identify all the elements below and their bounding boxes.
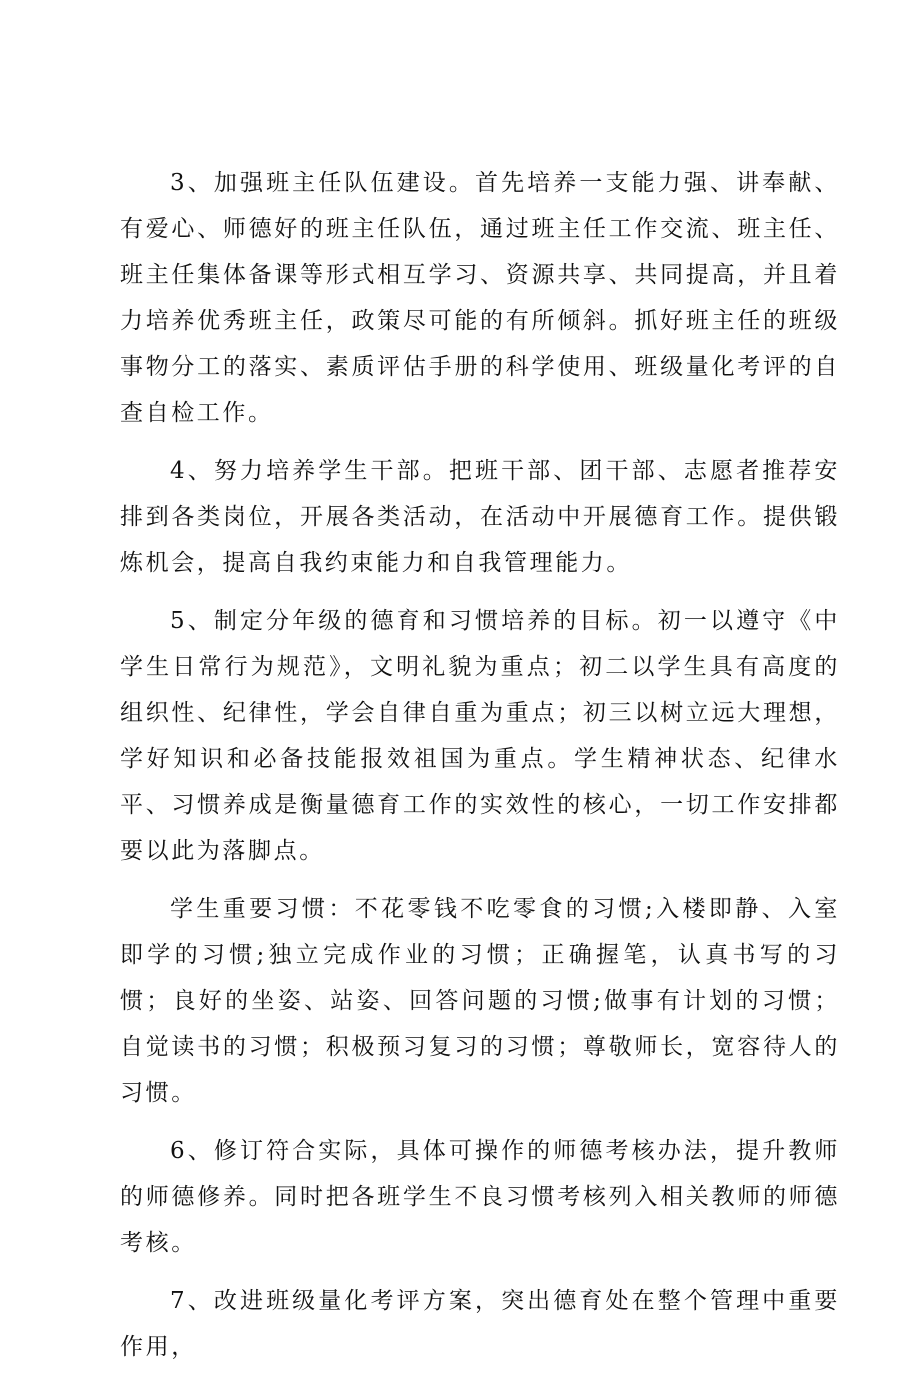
paragraph-4-student-cadres: 4、努力培养学生干部。把班干部、团干部、志愿者推荐安排到各类岗位，开展各类活动，在活动中开展德育工作。提供锻炼机会，提高自我约束能力和自我管理能力。 — [120, 458, 840, 576]
paragraph-3-class-teacher-team: 3、加强班主任队伍建设。首先培养一支能力强、讲奉献、有爱心、师德好的班主任队伍，通过班主任工作交流、班主任、班主任集体备课等形式相互学习、资源共享、共同提高，并且着力培养优秀班主任，政策尽可能的有所倾斜。抓好班主任的班级事物分工的落实、素质评估手册的科学使用、班级量化考评的自查自检工作。 — [120, 170, 840, 426]
paragraph-7-class-evaluation: 7、改进班级量化考评方案，突出德育处在整个管理中重要作用， — [120, 1288, 840, 1360]
paragraph-6-teacher-ethics: 6、修订符合实际，具体可操作的师德考核办法，提升教师的师德修养。同时把各班学生不良习惯考核列入相关教师的师德考核。 — [120, 1138, 840, 1256]
document-body — [120, 160, 840, 1382]
paragraph-5-grade-goals: 5、制定分年级的德育和习惯培养的目标。初一以遵守《中学生日常行为规范》，文明礼貌为重点；初二以学生具有高度的组织性、纪律性，学会自律自重为重点；初三以树立远大理想，学好知识和必备技能报效祖国为重点。学生精神状态、纪律水平、习惯养成是衡量德育工作的实效性的核心，一切工作安排都要以此为落脚点。 — [120, 608, 840, 864]
paragraph-student-habits: 学生重要习惯：不花零钱不吃零食的习惯;入楼即静、入室即学的习惯;独立完成作业的习惯；正确握笔，认真书写的习惯；良好的坐姿、站姿、回答问题的习惯;做事有计划的习惯；自觉读书的习惯；积极预习复习的习惯；尊敬师长，宽容待人的习惯。 — [120, 896, 840, 1106]
